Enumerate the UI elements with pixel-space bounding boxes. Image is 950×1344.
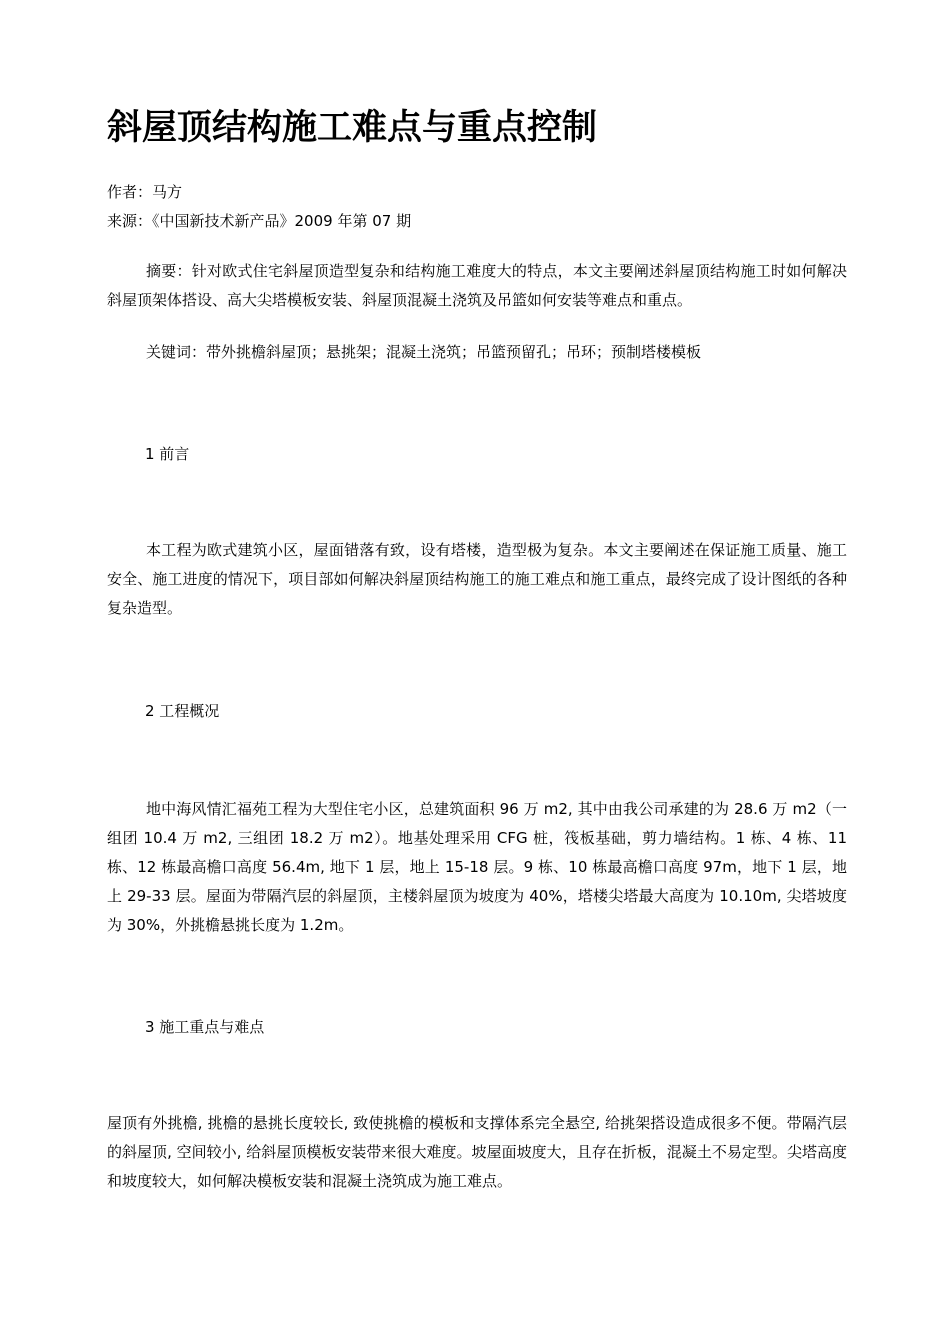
author-line: 作者：马方 xyxy=(107,183,183,201)
source-line: 来源：《中国新技术新产品》2009 年第 07 期 xyxy=(107,212,412,230)
section-heading-preface: 1 前言 xyxy=(145,445,190,463)
section-body-key-points: 屋顶有外挑檐, 挑檐的悬挑长度较长, 致使挑檐的模板和支撑体系完全悬空, 给挑架搭设造成很多不便。带隔汽层的斜屋顶, 空间较小, 给斜屋顶模板安装带来很大难度。坡屋面坡度大，且存在折板，混凝土不易定型。尖塔高度和坡度较大，如何解决模板安装和混凝土浇筑成为施工难点。 xyxy=(107,1114,847,1190)
section-heading-overview: 2 工程概况 xyxy=(145,702,220,720)
section-heading-key-points: 3 施工重点与难点 xyxy=(145,1018,265,1036)
document-title: 斜屋顶结构施工难点与重点控制 xyxy=(107,108,598,148)
keywords-paragraph: 关键词：带外挑檐斜屋顶；悬挑架；混凝土浇筑；吊篮预留孔；吊环；预制塔楼模板 xyxy=(146,343,702,361)
section-body-preface: 本工程为欧式建筑小区，屋面错落有致，设有塔楼，造型极为复杂。本文主要阐述在保证施工质量、施工安全、施工进度的情况下，项目部如何解决斜屋顶结构施工的施工难点和施工重点，最终完成了设计图纸的各种复杂造型。 xyxy=(107,541,847,617)
section-body-overview: 地中海风情汇福苑工程为大型住宅小区，总建筑面积 96 万 m2, 其中由我公司承建的为 28.6 万 m2（一组团 10.4 万 m2, 三组团 18.2 万 m2）。地基处理采用 CFG 桩，筏板基础，剪力墙结构。1 栋、4 栋、11 栋、12 栋最高檐口高度 56.4m, 地下 1 层，地上 15-18 层。9 栋、10 栋最高檐口高度 97m，地下 1 层，地上 29-33 层。屋面为带隔汽层的斜屋顶，主楼斜屋顶为坡度为 40%，塔楼尖塔最大高度为 10.10m, 尖塔坡度为 30%，外挑檐悬挑长度为 1.2m。 xyxy=(107,800,847,934)
abstract-paragraph: 摘要：针对欧式住宅斜屋顶造型复杂和结构施工难度大的特点，本文主要阐述斜屋顶结构施工时如何解决斜屋顶架体搭设、高大尖塔模板安装、斜屋顶混凝土浇筑及吊篮如何安装等难点和重点。 xyxy=(107,262,847,309)
